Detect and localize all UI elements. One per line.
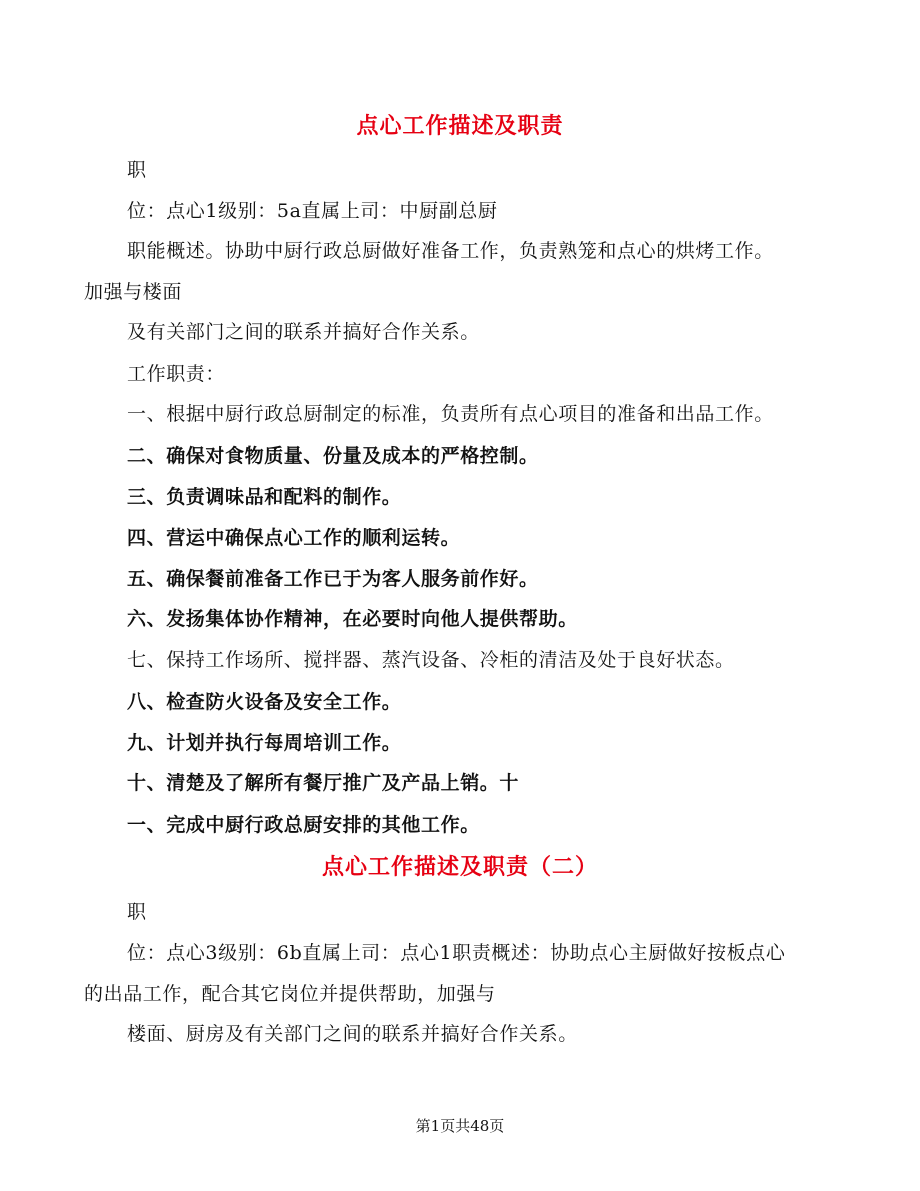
section1-line-11: 五、确保餐前准备工作已于为客人服务前作好。 — [127, 568, 539, 590]
section1-line-5: 及有关部门之间的联系并搞好合作关系。 — [127, 321, 480, 343]
section1-line-10: 四、营运中确保点心工作的顺利运转。 — [127, 527, 461, 549]
section1-line-16: 十、清楚及了解所有餐厅推广及产品上销。十 — [127, 772, 520, 794]
section1-line-14: 八、检查防火设备及安全工作。 — [127, 691, 402, 713]
section1-line-6: 工作职责： — [127, 363, 226, 385]
section1-line-1: 职 — [127, 159, 147, 181]
section2-title: 点心工作描述及职责（二） — [321, 854, 598, 880]
section1-line-2: 位：点心1级别：5a直属上司：中厨副总厨 — [127, 200, 498, 222]
section1-line-13: 七、保持工作场所、搅拌器、蒸汽设备、冷柜的清洁及处于良好状态。 — [127, 649, 735, 671]
section1-line-3: 职能概述。协助中厨行政总厨做好准备工作，负责熟笼和点心的烘烤工作。 — [127, 240, 774, 262]
section2-line-4: 楼面、厨房及有关部门之间的联系并搞好合作关系。 — [127, 1023, 578, 1045]
section2-line-2: 位：点心3级别：6b直属上司：点心1职责概述：协助点心主厨做好按板点心 — [127, 942, 786, 964]
section1-line-12: 六、发扬集体协作精神，在必要时向他人提供帮助。 — [127, 608, 578, 630]
section1-line-8: 二、确保对食物质量、份量及成本的严格控制。 — [127, 445, 539, 467]
section1-line-17: 一、完成中厨行政总厨安排的其他工作。 — [127, 814, 480, 836]
section2-line-3: 的出品工作，配合其它岗位并提供帮助，加强与 — [84, 983, 496, 1005]
section1-line-9: 三、负责调味品和配料的制作。 — [127, 486, 402, 508]
section1-line-7: 一、根据中厨行政总厨制定的标准，负责所有点心项目的准备和出品工作。 — [127, 403, 774, 425]
section1-line-15: 九、计划并执行每周培训工作。 — [127, 732, 402, 754]
section1-line-4: 加强与楼面 — [84, 281, 183, 303]
section2-line-1: 职 — [127, 901, 147, 923]
section1-title: 点心工作描述及职责 — [356, 113, 564, 139]
page-number: 第1页共48页 — [415, 1117, 505, 1135]
